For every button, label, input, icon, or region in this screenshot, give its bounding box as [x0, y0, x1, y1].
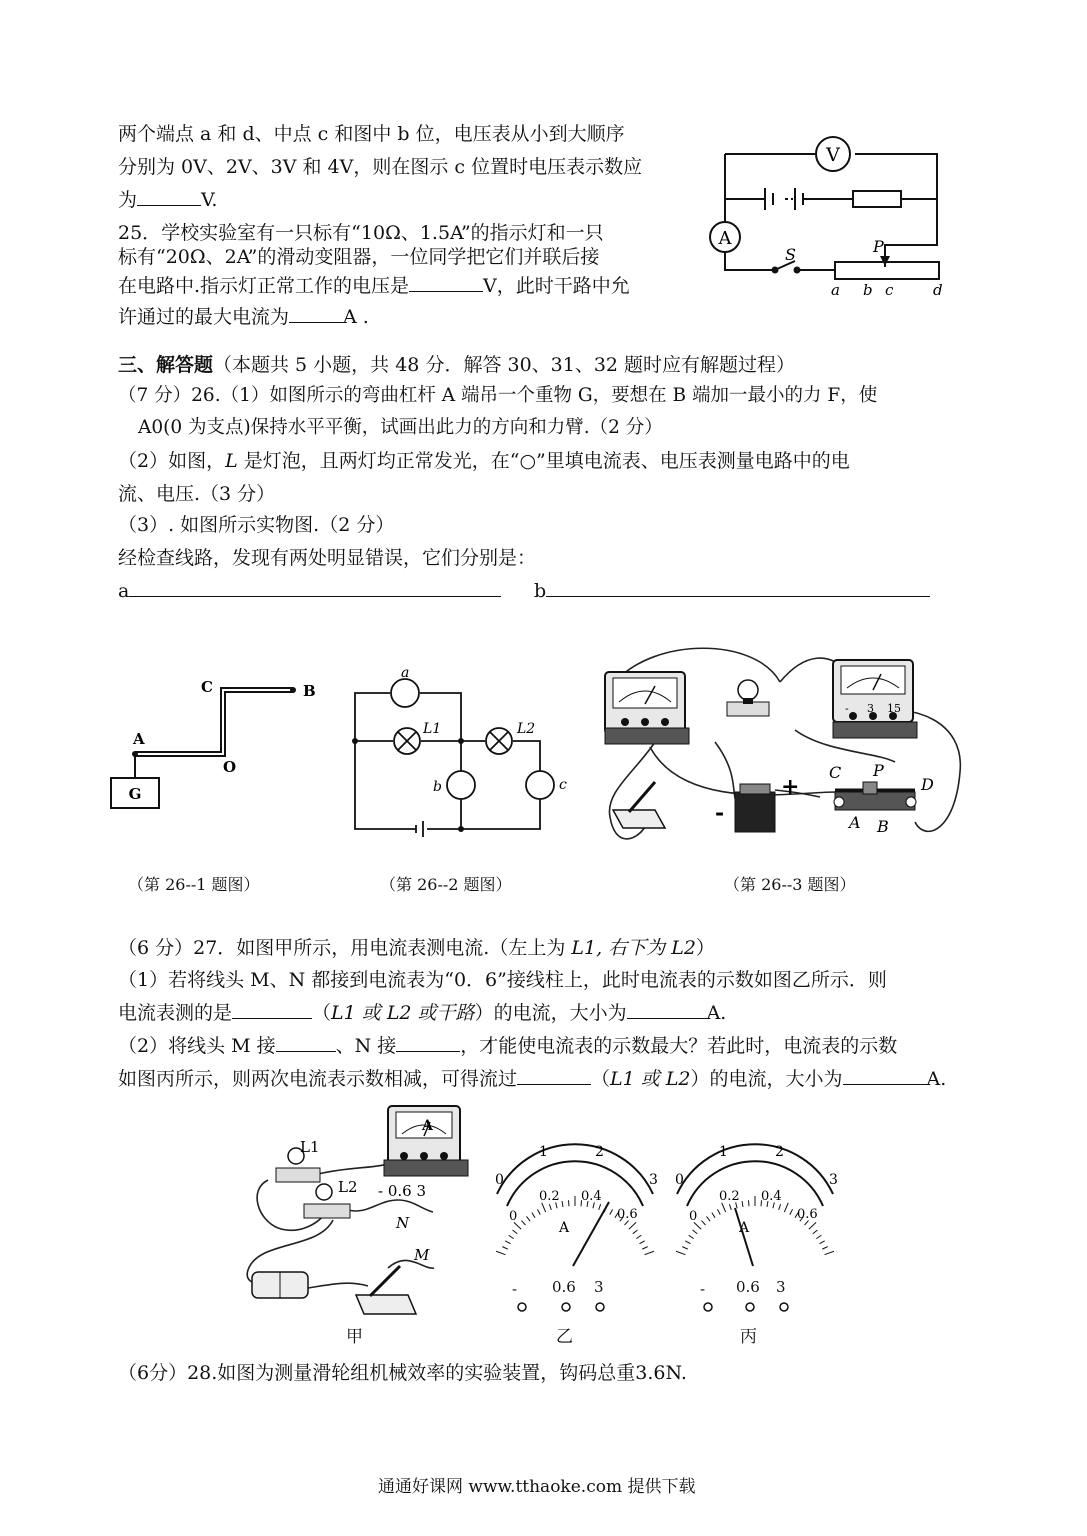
bing-bottom-3: 0.6 [797, 1207, 818, 1222]
jia-lamp-l1-label: L1 [300, 1138, 320, 1156]
jia-lamp-l2-label: L2 [338, 1178, 358, 1196]
fig26-3-wiring [595, 642, 965, 852]
q26-blank-b-label: b [534, 580, 547, 602]
bing-bottom-0: 0 [689, 1209, 698, 1224]
lever-pivot-o: O [223, 758, 237, 776]
scale-tick [645, 1251, 654, 1254]
q27-line5-mid-post: ）的电流，大小为 [690, 1068, 843, 1090]
q24-line1: 两个端点 a 和 d、中点 c 和图中 b 位，电压表从小到大顺序 [118, 123, 625, 145]
scale-tick [599, 1204, 601, 1210]
scale-tick [701, 1221, 705, 1225]
point-d-label: d [933, 281, 943, 299]
yi-terminal-3: 3 [594, 1278, 604, 1296]
point-c-label: c [885, 281, 894, 299]
meter-yi [485, 1144, 665, 1288]
scale-tick [685, 1241, 690, 1244]
fig-yi-caption: 乙 [556, 1327, 573, 1347]
yi-top-0: 0 [495, 1172, 504, 1188]
scale-tick [682, 1247, 687, 1250]
fig26-2-circuit [345, 663, 575, 843]
right-meter-minus: - [845, 702, 849, 715]
q25-current-blank[interactable] [289, 304, 343, 323]
scale-tick [549, 1204, 551, 1210]
right-meter-15: 15 [887, 702, 901, 715]
scale-tick [542, 1203, 546, 1212]
q27-line3-post: A. [706, 1002, 727, 1024]
switch-label: S [785, 245, 796, 264]
bing-top-3: 3 [829, 1172, 838, 1188]
bing-top-0: 0 [675, 1172, 684, 1188]
q26-line6: 经检查线路，发现有两处明显错误，它们分别是： [118, 547, 537, 569]
scale-tick [642, 1247, 647, 1250]
lever-point-c: C [201, 678, 213, 696]
section3-header [118, 352, 795, 378]
scale-tick [562, 1201, 563, 1207]
q26-blank-b [534, 578, 930, 604]
scale-tick [809, 1222, 816, 1229]
yi-top-2: 2 [595, 1144, 604, 1160]
q24-answer-blank[interactable] [137, 187, 201, 206]
ammeter-label: A [718, 228, 732, 249]
scale-tick [502, 1247, 507, 1250]
section3-note: （本题共 5 小题，共 48 分．解答 30、31、32 题时应有解题过程） [213, 354, 796, 376]
q27-line5-pre: 如图丙所示，则两次电流表示数相减，可得流过 [118, 1068, 518, 1090]
scale-tick [513, 1230, 518, 1234]
q27-line5-mid-pre: （ [591, 1068, 611, 1090]
bing-bottom-1: 0.2 [719, 1189, 740, 1204]
bing-terminal-06: 0.6 [736, 1278, 760, 1296]
q27-line3-mid-pre: （ [312, 1002, 332, 1024]
scale-tick [505, 1241, 510, 1244]
slider-label: P [873, 237, 884, 256]
q24-line3-pre: 为 [118, 189, 138, 211]
jia-ammeter-a: A [422, 1118, 433, 1134]
bing-top-2: 2 [775, 1144, 784, 1160]
lamp-l1-label: L1 [423, 721, 442, 737]
q25-line4-pre: 许通过的最大电流为 [118, 306, 290, 328]
q25-voltage-blank[interactable] [409, 273, 483, 292]
lever-point-b: B [303, 682, 316, 700]
bing-bottom-2: 0.4 [761, 1189, 782, 1204]
fig26-2-caption: （第 26--2 题图） [380, 875, 512, 894]
resistor-symbol [853, 191, 901, 207]
section3-heading: 三、解答题 [118, 354, 214, 376]
q27-line4-mid: 、N 接 [335, 1035, 397, 1057]
q24-line3-post: V. [201, 189, 218, 211]
q27-value-blank[interactable] [627, 1000, 707, 1019]
scale-tick [722, 1203, 726, 1212]
battery-plus: + [781, 774, 800, 800]
scale-tick [636, 1235, 641, 1238]
q24-line2: 分别为 0V、2V、3V 和 4V，则在图示 c 位置时电压表示数应 [118, 156, 643, 178]
q26-line2: A0(0 为支点)保持水平平衡，试画出此力的方向和力臂.（2 分） [138, 417, 663, 438]
scale-tick [790, 1209, 793, 1214]
yi-top-1: 1 [539, 1144, 548, 1160]
q25-line3-post: V，此时干路中允 [483, 275, 630, 297]
meter-bing [665, 1144, 845, 1288]
q27-n-terminal-blank[interactable] [396, 1033, 460, 1052]
q25-line2: 标有“20Ω、2A”的滑动变阻器，一位同学把它们并联后接 [118, 246, 600, 268]
fig26-1-caption: （第 26--1 题图） [128, 875, 260, 894]
fig26-3-caption: （第 26--3 题图） [724, 875, 856, 894]
yi-terminal-minus: - [512, 1280, 518, 1298]
scale-tick [693, 1230, 698, 1234]
rheostat-p: P [873, 761, 884, 780]
scale-tick [717, 1209, 720, 1214]
page-footer: 通通好课网 www.tthaoke.com 提供下载 [378, 1477, 696, 1497]
rheostat-c: C [829, 763, 842, 782]
q27-line5 [118, 1066, 946, 1092]
jia-terminals-label: - 0.6 3 [378, 1182, 427, 1200]
scale-tick [729, 1204, 731, 1210]
bulb [727, 680, 769, 716]
point-b-label: b [863, 281, 873, 299]
scale-tick [825, 1251, 834, 1254]
q27-lamp-blank[interactable] [517, 1066, 591, 1085]
scale-tick [526, 1216, 530, 1221]
q26-blank-a-label: a [118, 580, 130, 602]
rheostat-b: B [877, 817, 889, 836]
scale-tick [509, 1235, 514, 1238]
q26-blank-a [118, 578, 501, 604]
yi-terminal-dots [512, 1300, 632, 1314]
q27-current-blank[interactable] [843, 1066, 927, 1085]
scale-tick [816, 1235, 821, 1238]
fig26-1-lever [105, 678, 325, 828]
q25-line3-pre: 在电路中.指示灯正常工作的电压是 [118, 275, 410, 297]
q27-m-terminal-blank[interactable] [276, 1033, 336, 1052]
q25-line1: 25．学校实验室有一只标有“10Ω、1.5A”的指示灯和一只 [118, 222, 604, 244]
q27-line1 [118, 935, 715, 961]
wire-m-label: M [414, 1246, 430, 1264]
q27-line1-italic: L1, 右下为 L2 [571, 937, 696, 959]
yi-top-3: 3 [649, 1172, 658, 1188]
knife-switch [613, 782, 665, 828]
voltmeter-label: V [826, 144, 840, 166]
yi-unit: A [559, 1220, 570, 1236]
battery-minus: - [715, 800, 725, 826]
scale-tick [706, 1216, 710, 1221]
scale-tick [676, 1251, 685, 1254]
yi-bottom-0: 0 [509, 1209, 518, 1224]
bing-terminal-dots [698, 1300, 818, 1314]
q27-line1-pre: （6 分）27．如图甲所示，用电流表测电流.（左上为 [118, 937, 572, 959]
bing-top-1: 1 [719, 1144, 728, 1160]
q27-line4 [118, 1033, 897, 1059]
scale-tick [537, 1209, 540, 1214]
scale-tick [640, 1241, 645, 1244]
q26-line1: （7 分）26.（1）如图所示的弯曲杠杆 A 端吊一个重物 G，要想在 B 端加一最小的力 F，使 [118, 385, 878, 406]
rheostat [834, 782, 916, 810]
meter-yi-needle [573, 1202, 609, 1266]
scale-tick [629, 1222, 636, 1229]
right-meter-3: 3 [867, 702, 874, 715]
bing-terminal-minus: - [700, 1280, 706, 1298]
lever-point-a: A [133, 730, 145, 748]
weight-label-g: G [128, 785, 142, 803]
meter-bing-needle [735, 1208, 753, 1266]
right-meter [833, 660, 917, 738]
point-a-label: a [831, 281, 840, 299]
q27-line4-pre: （2）将线头 M 接 [118, 1035, 276, 1057]
rheostat-d: D [921, 775, 934, 794]
yi-bottom-3: 0.6 [617, 1207, 638, 1222]
q26-error-b-blank[interactable] [546, 578, 930, 597]
q26-line4: 流、电压.（3 分） [118, 483, 276, 505]
q26-line3 [118, 448, 850, 474]
lamp-l2-label: L2 [517, 721, 536, 737]
q27-line3-mid-post: ）的电流，大小为 [474, 1002, 627, 1024]
scale-tick [633, 1230, 638, 1234]
q25-line3 [118, 273, 630, 299]
scale-tick [779, 1204, 781, 1210]
meter-c-label: c [559, 777, 567, 793]
q26-line3-post: 是灯泡，且两灯均正常发光，在“○”里填电流表、电压表测量电路中的电 [237, 450, 850, 472]
q26-line3-L: L [225, 450, 238, 472]
scale-tick [610, 1209, 613, 1214]
q27-line3 [118, 1000, 726, 1026]
meter-a-label: a [401, 665, 410, 681]
scale-tick [784, 1203, 788, 1212]
bing-terminal-3: 3 [776, 1278, 786, 1296]
q26-line3-pre: （2）如图， [118, 450, 226, 472]
yi-terminal-06: 0.6 [552, 1278, 576, 1296]
q27-line3-mid-italic: L1 或 L2 或干路 [331, 1002, 475, 1024]
rheostat-symbol [835, 262, 939, 279]
left-meter [605, 672, 689, 744]
q25-line4 [118, 304, 369, 330]
scale-tick [820, 1241, 825, 1244]
q27-line5-post: A. [926, 1068, 947, 1090]
scale-tick [813, 1230, 818, 1234]
q27-line1-post: ） [695, 937, 715, 959]
battery [735, 784, 775, 832]
yi-bottom-1: 0.2 [539, 1189, 560, 1204]
q27-line4-post: ，才能使电流表的示数最大？若此时，电流表的示数 [460, 1035, 898, 1057]
scale-tick [742, 1201, 743, 1207]
scale-tick [532, 1213, 535, 1218]
fig-bing-caption: 丙 [740, 1327, 757, 1347]
q24-line3 [118, 187, 217, 213]
q28-line1: （6分）28.如图为测量滑轮组机械效率的实验装置，钩码总重3.6N. [118, 1362, 687, 1384]
wire-n-label: N [396, 1214, 410, 1232]
q25-line4-post: A . [343, 306, 369, 328]
fig-jia-caption: 甲 [346, 1327, 363, 1347]
q26-line5: （3）. 如图所示实物图.（2 分） [118, 514, 395, 536]
q24-circuit-diagram [705, 130, 945, 310]
rheostat-a: A [849, 813, 861, 832]
q27-line5-mid-italic: L1 或 L2 [610, 1068, 691, 1090]
meter-b-label: b [433, 779, 442, 795]
scale-tick [496, 1251, 505, 1254]
q26-error-a-blank[interactable] [129, 578, 501, 597]
fig27-jia [238, 1100, 478, 1350]
scale-tick [822, 1247, 827, 1250]
scale-tick [712, 1213, 715, 1218]
bing-unit: A [739, 1220, 750, 1236]
scale-tick [689, 1235, 694, 1238]
q27-line2: （1）若将线头 M、N 都接到电流表为“0．6”接线柱上，此时电流表的示数如图乙所示．则 [118, 969, 887, 991]
q27-measured-blank[interactable] [232, 1000, 312, 1019]
yi-bottom-2: 0.4 [581, 1189, 602, 1204]
q27-line3-pre: 电流表测的是 [118, 1002, 233, 1024]
scale-tick [521, 1221, 525, 1225]
